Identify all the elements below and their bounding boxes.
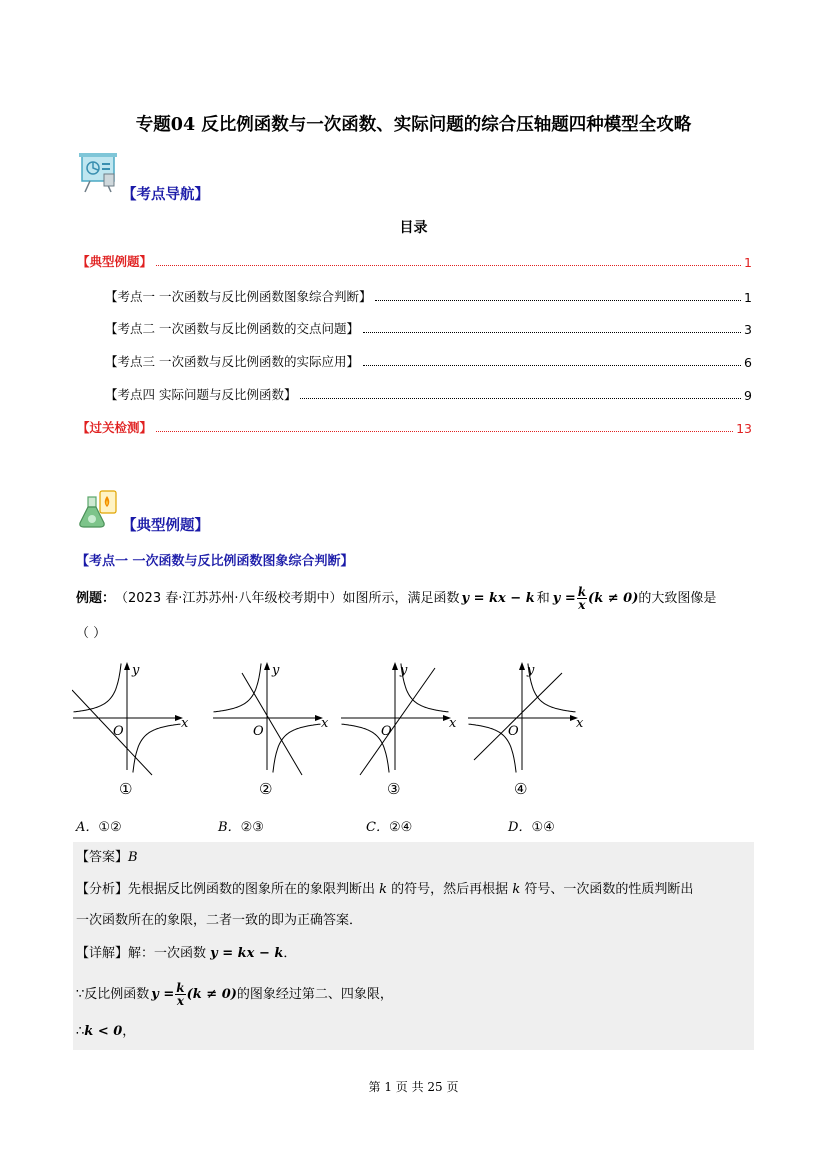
page-title: 专题04 反比例函数与一次函数、实际问题的综合压轴题四种模型全攻略: [135, 115, 692, 135]
nav-section-label: 【考点导航】: [122, 187, 209, 203]
toc-entry[interactable]: [105, 319, 752, 337]
linear-function-line: [360, 668, 435, 775]
answer-line: [76, 851, 138, 864]
toc-entry-page: 6: [744, 355, 752, 370]
fraction-numerator: k: [176, 980, 185, 995]
choice-letter: D．: [508, 820, 532, 835]
x-axis-label: x: [321, 716, 329, 731]
toc-leader: [363, 364, 741, 366]
toc-entry[interactable]: [105, 385, 752, 403]
hyperbola-branch: [528, 664, 576, 712]
detail-text: ，: [122, 1024, 136, 1039]
function-condition: (k ≠ 0): [588, 590, 639, 606]
linear-function-line: [242, 673, 302, 775]
function-linear: y = kx − k: [210, 946, 284, 961]
k-symbol: k: [512, 882, 521, 897]
analysis-line-2: 一次函数所在的象限，二者一致的即为正确答案．: [76, 913, 363, 928]
choice-value: ②③: [240, 820, 264, 835]
graphs-figure: [72, 660, 592, 800]
fraction-numerator: k: [577, 584, 587, 599]
analysis-label: 【分析】: [76, 882, 129, 897]
detail-text: 解：一次函数: [128, 946, 211, 961]
answer-label: 【答案】: [76, 850, 129, 865]
toc-leader: [375, 299, 741, 301]
fraction-k-over-x: [175, 982, 185, 1007]
y-axis-label: y: [400, 663, 408, 678]
choice-value: ①④: [531, 820, 555, 835]
choice-value: ①②: [98, 820, 122, 835]
k-symbol: k: [379, 882, 388, 897]
origin-label: O: [508, 724, 519, 739]
example-source: （2023 春·江苏苏州·八年级校考期中）如图所示，满足函数: [115, 590, 460, 606]
hyperbola-branch: [133, 724, 181, 772]
toc-entry-page: 1: [744, 255, 752, 270]
toc-entry-page: 3: [744, 322, 752, 337]
function-inverse-y: y =: [552, 590, 576, 606]
x-axis-label: x: [576, 716, 584, 731]
origin-label: O: [381, 724, 392, 739]
detail-label: 【详解】: [76, 946, 129, 961]
example-label: 例题：: [76, 590, 116, 606]
choice-b[interactable]: [218, 816, 264, 835]
graph-number-label: ③: [387, 780, 401, 798]
x-axis-label: x: [449, 716, 457, 731]
toc-entry[interactable]: [105, 287, 752, 305]
function-inverse-y: y =: [151, 986, 175, 1002]
toc-entry[interactable]: [77, 252, 752, 270]
hyperbola-branch: [214, 664, 262, 712]
toc-leader: [156, 430, 733, 432]
toc-entry-label: 【过关检测】: [77, 420, 153, 435]
examples-section-label: 【典型例题】: [122, 518, 209, 534]
toc-leader: [300, 397, 741, 399]
toc-entry[interactable]: [77, 418, 752, 436]
toc-entry-label: 【典型例题】: [77, 254, 153, 269]
origin-label: O: [253, 724, 264, 739]
toc-leader: [156, 264, 741, 266]
linear-function-line: [72, 690, 152, 775]
function-linear: y = kx − k: [461, 590, 535, 606]
detail-line-1: [76, 947, 296, 960]
x-axis-label: x: [181, 716, 189, 731]
y-axis-arrow: [124, 662, 130, 670]
choice-letter: C．: [366, 820, 389, 835]
analysis-text: 先根据反比例函数的图象所在的象限判断出: [128, 882, 380, 897]
graphs-svg: [72, 660, 592, 800]
y-axis-label: y: [272, 663, 280, 678]
toc-entry-label: 【考点三 一次函数与反比例函数的实际应用】: [105, 354, 359, 369]
toc-entry-page: 1: [744, 290, 752, 305]
analysis-text: 符号、一次函数的性质判断出: [520, 882, 694, 897]
detail-text: 的图象经过第二、四象限，: [236, 986, 393, 1002]
choice-d[interactable]: [508, 816, 555, 835]
toc-entry-label: 【考点二 一次函数与反比例函数的交点问题】: [105, 321, 359, 336]
fraction-denominator: x: [578, 597, 586, 612]
fraction-denominator: x: [176, 993, 184, 1008]
y-axis-label: y: [132, 663, 140, 678]
y-axis-label: y: [527, 663, 535, 678]
fraction-k-over-x: [577, 586, 587, 611]
analysis-line-1: [76, 883, 693, 896]
topic-heading: 【考点一 一次函数与反比例函数图象综合判断】: [76, 554, 354, 569]
detail-text: ∵反比例函数: [76, 986, 150, 1002]
choice-value: ②④: [388, 820, 413, 835]
answer-value: B: [128, 850, 138, 865]
hyperbola-branch: [74, 664, 122, 712]
example-and: 和: [536, 590, 550, 606]
graph-number-label: ④: [514, 780, 528, 798]
detail-line-3: [76, 1025, 135, 1038]
k-negative: k < 0: [84, 1024, 123, 1039]
detail-line-2: [76, 976, 393, 1012]
linear-function-line: [474, 673, 562, 760]
answer-blank: （ ）: [76, 626, 107, 641]
detail-text: ∴: [76, 1024, 85, 1039]
y-axis-arrow: [392, 662, 398, 670]
choice-a[interactable]: [76, 816, 122, 835]
origin-label: O: [113, 724, 124, 739]
graph-number-label: ②: [259, 780, 273, 798]
toc-entry-page: 13: [736, 421, 752, 436]
choice-letter: B．: [218, 820, 241, 835]
toc-title: 目录: [399, 220, 428, 236]
choice-c[interactable]: [366, 816, 412, 835]
toc-entry-label: 【考点一 一次函数与反比例函数图象综合判断】: [105, 289, 372, 304]
y-axis-arrow: [519, 662, 525, 670]
example-question: [76, 580, 716, 616]
toc-entry[interactable]: [105, 352, 752, 370]
presentation-board-icon: [76, 150, 120, 194]
toc-entry-page: 9: [744, 388, 752, 403]
function-condition: (k ≠ 0): [186, 986, 237, 1002]
toc-leader: [363, 331, 741, 333]
choice-letter: A．: [76, 820, 99, 835]
page-footer: 第 1 页 共 25 页: [368, 1080, 459, 1094]
y-axis-arrow: [264, 662, 270, 670]
graph-number-label: ①: [119, 780, 133, 798]
flask-icon: [76, 487, 120, 531]
hyperbola-branch: [401, 664, 449, 712]
detail-text: ．: [283, 946, 297, 961]
analysis-text: 的符号，然后再根据: [387, 882, 513, 897]
toc-entry-label: 【考点四 实际问题与反比例函数】: [105, 387, 297, 402]
example-tail: 的大致图像是: [638, 590, 717, 606]
